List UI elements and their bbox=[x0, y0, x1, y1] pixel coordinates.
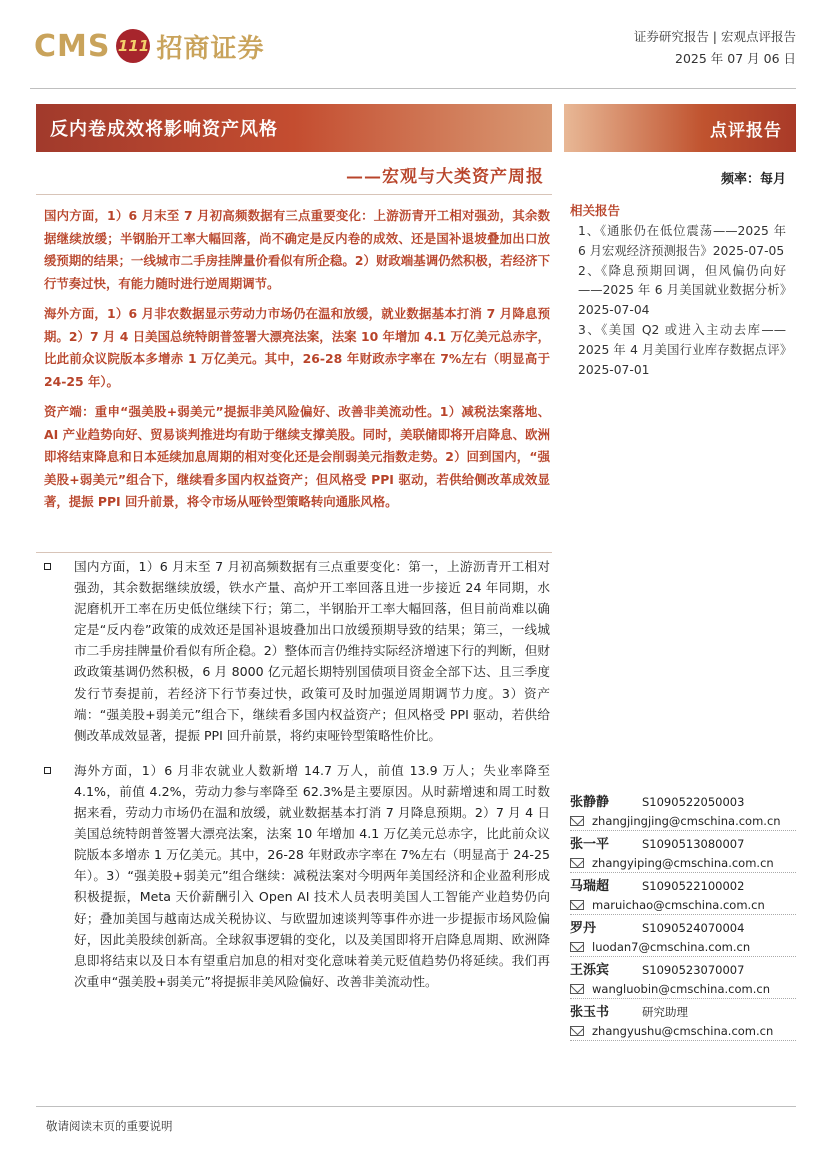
analyst-email[interactable]: wangluobin@cmschina.com.cn bbox=[592, 982, 770, 996]
subtitle-divider bbox=[36, 194, 552, 195]
analyst-role: 研究助理 bbox=[642, 1005, 688, 1019]
analyst-name: 王泺宾 bbox=[570, 963, 610, 978]
report-type-label: 点评报告 bbox=[710, 120, 782, 141]
analyst-name: 罗丹 bbox=[570, 921, 597, 936]
analyst-entry bbox=[570, 1001, 796, 1043]
report-date: 2025 年 07 月 06 日 bbox=[675, 51, 796, 66]
analyst-entry bbox=[570, 875, 796, 917]
analyst-divider bbox=[570, 914, 796, 915]
analyst-cert-id: S1090523070007 bbox=[642, 963, 745, 977]
header-meta bbox=[634, 26, 796, 70]
envelope-icon bbox=[570, 984, 584, 994]
related-report-item[interactable]: 1、《通胀仍在低位震荡——2025 年 6 月宏观经济预测报告》2025-07-05 bbox=[578, 224, 786, 258]
summary-domestic: 国内方面，1）6 月末至 7 月初高频数据有三点重要变化：上游沥青开工相对强劲，其余数据继续放缓；半钢胎开工率大幅回落，尚不确定是反内卷的成效、还是国补退坡叠加出口放缓预期的结果；一线城市二手房挂牌量价看似有所企稳。2）财政端基调仍然积极，若经济下行节奏过快，有能力随时进行逆周期调节。 bbox=[44, 208, 550, 291]
square-bullet-icon bbox=[44, 563, 51, 570]
summary-section bbox=[44, 205, 550, 522]
analyst-divider bbox=[570, 1040, 796, 1041]
report-category: 证券研究报告 | 宏观点评报告 bbox=[633, 29, 796, 44]
body-paragraph: 海外方面，1）6 月非农就业人数新增 14.7 万人，前值 13.9 万人；失业率降至 4.1%，前值 4.2%，劳动力参与率降至 62.3%是主要原因。从时薪增速和周工时数据来看，劳动力市场仍在温和放缓，就业数据基本打消 7 月降息预期。2）7 月 4 日美国总统特朗普签署大漂亮法案，法案 10 年增加 4.1 万亿美元总赤字，比此前众议院版本多增赤 1 万亿美元。其中，26-28 年财政赤字率在 7%左右（明显高于 24-25 年）。3）“强美股+弱美元”组合继续：减税法案对今明两年美国经济和企业盈利形成积极提振，Meta 天价薪酬引入 Open AI 技术人员表明美国人工智能产业趋势仍向好；叠加美国与越南达成关税协议、与欧盟加速谈判等事件亦进一步提振市场风险偏好，因此美股续创新高。全球叙事逻辑的变化，以及美国即将开启降息周期、欧洲降息即将结束以及日本有望重启加息的相对变化意味着美元贬值趋势仍将延续。我们再次重申“强美股+弱美元”将提振非美风险偏好、改善非美流动性。 bbox=[74, 762, 550, 989]
analyst-entry bbox=[570, 791, 796, 833]
analyst-entry bbox=[570, 917, 796, 959]
body-paragraph: 国内方面，1）6 月末至 7 月初高频数据有三点重要变化：第一，上游沥青开工相对强劲，其余数据继续放缓，铁水产量、高炉开工率回落且进一步接近 24 年同期，水泥磨机开工率在历史低位继续下行；第二，半钢胎开工率大幅回落，但目前尚难以确定是“反内卷”政策的成效还是国补退坡叠加出口放缓预期导致的结果；第三，一线城市二手房挂牌量价看似有所企稳。2）整体而言仍维持实际经济增速下行的判断，但财政政策基调仍然积极，6 月 8000 亿元超长期特别国债项目资金全部下达、且三季度发行节奏提前，若经济下行节奏过快，政策可及时加强逆周期调节力度。3）资产端：“强美股+弱美元”组合下，继续看多国内权益资产；但风格受 PPI 驱动，若供给侧改革成效显著，提振 PPI 回升前景，将约束哑铃型策略性价比。 bbox=[74, 559, 550, 743]
title-banner bbox=[36, 104, 552, 152]
report-title: 反内卷成效将影响资产风格 bbox=[50, 119, 278, 140]
logo-chinese: 招商证券 bbox=[156, 33, 265, 64]
report-frequency: 频率：每月 bbox=[720, 172, 786, 187]
footer-divider bbox=[36, 1106, 796, 1107]
summary-divider bbox=[36, 552, 552, 553]
analyst-cert-id: S1090524070004 bbox=[642, 921, 745, 935]
analyst-email[interactable]: zhangyiping@cmschina.com.cn bbox=[592, 856, 774, 870]
body-section bbox=[44, 556, 550, 992]
analyst-name: 张玉书 bbox=[570, 1005, 610, 1020]
envelope-icon bbox=[570, 858, 584, 868]
analyst-name: 张静静 bbox=[570, 795, 610, 810]
company-logo bbox=[34, 24, 265, 68]
related-report-item[interactable]: 2、《降息预期回调，但风偏仍向好——2025 年 6 月美国就业数据分析》2025-07-04 bbox=[578, 263, 786, 318]
analyst-divider bbox=[570, 998, 796, 999]
analyst-email[interactable]: maruichao@cmschina.com.cn bbox=[592, 898, 765, 912]
analyst-divider bbox=[570, 830, 796, 831]
related-reports-title: 相关报告 bbox=[570, 203, 621, 218]
summary-overseas: 海外方面，1）6 月非农数据显示劳动力市场仍在温和放缓，就业数据基本打消 7 月降息预期。2）7 月 4 日美国总统特朗普签署大漂亮法案，法案 10 年增加 4.1 万亿美元总赤字，比此前众议院版本多增赤 1 万亿美元。其中，26-28 年财政赤字率在 7%左右（明显高于 24-25 年）。 bbox=[44, 306, 550, 389]
analyst-cert-id: S1090522100002 bbox=[642, 879, 745, 893]
envelope-icon bbox=[570, 816, 584, 826]
report-subtitle: ——宏观与大类资产周报 bbox=[346, 167, 544, 187]
summary-assets: 资产端：重申“强美股+弱美元”提振非美风险偏好、改善非美流动性。1）减税法案落地、AI 产业趋势向好、贸易谈判推进均有助于继续支撑美股。同时，美联储即将开启降息、欧洲即将结束降息和日本延续加息周期的相对变化还是会削弱美元指数走势。2）回到国内，“强美股+弱美元”组合下，继续看多国内权益资产；但风格受 PPI 驱动，若供给侧改革成效显著，提振 PPI 回升前景，将令市场从哑铃型策略转向通胀风格。 bbox=[44, 404, 550, 509]
analyst-divider bbox=[570, 956, 796, 957]
square-bullet-icon bbox=[44, 767, 51, 774]
footer-disclaimer: 敬请阅读末页的重要说明 bbox=[46, 1119, 173, 1133]
analyst-name: 马瑞超 bbox=[570, 879, 610, 894]
analyst-divider bbox=[570, 872, 796, 873]
analyst-cert-id: S1090513080007 bbox=[642, 837, 745, 851]
related-report-item[interactable]: 3、《美国 Q2 或进入主动去库——2025 年 4 月美国行业库存数据点评》2025-07-01 bbox=[578, 322, 786, 377]
analyst-email[interactable]: zhangyushu@cmschina.com.cn bbox=[592, 1024, 774, 1038]
analyst-name: 张一平 bbox=[570, 837, 610, 852]
logo-mark-icon: 111 bbox=[116, 29, 150, 63]
analyst-cert-id: S1090522050003 bbox=[642, 795, 745, 809]
header-divider bbox=[30, 88, 796, 89]
analyst-email[interactable]: zhangjingjing@cmschina.com.cn bbox=[592, 814, 781, 828]
body-bullet-overseas bbox=[44, 760, 550, 992]
logo-latin: CMS bbox=[34, 28, 111, 64]
analyst-email[interactable]: luodan7@cmschina.com.cn bbox=[592, 940, 751, 954]
analyst-entry bbox=[570, 959, 796, 1001]
analyst-list bbox=[570, 791, 796, 1043]
body-bullet-domestic bbox=[44, 556, 550, 746]
analyst-entry bbox=[570, 833, 796, 875]
related-reports-list bbox=[572, 222, 786, 380]
envelope-icon bbox=[570, 900, 584, 910]
envelope-icon bbox=[570, 942, 584, 952]
envelope-icon bbox=[570, 1026, 584, 1036]
report-type-banner bbox=[564, 104, 796, 152]
